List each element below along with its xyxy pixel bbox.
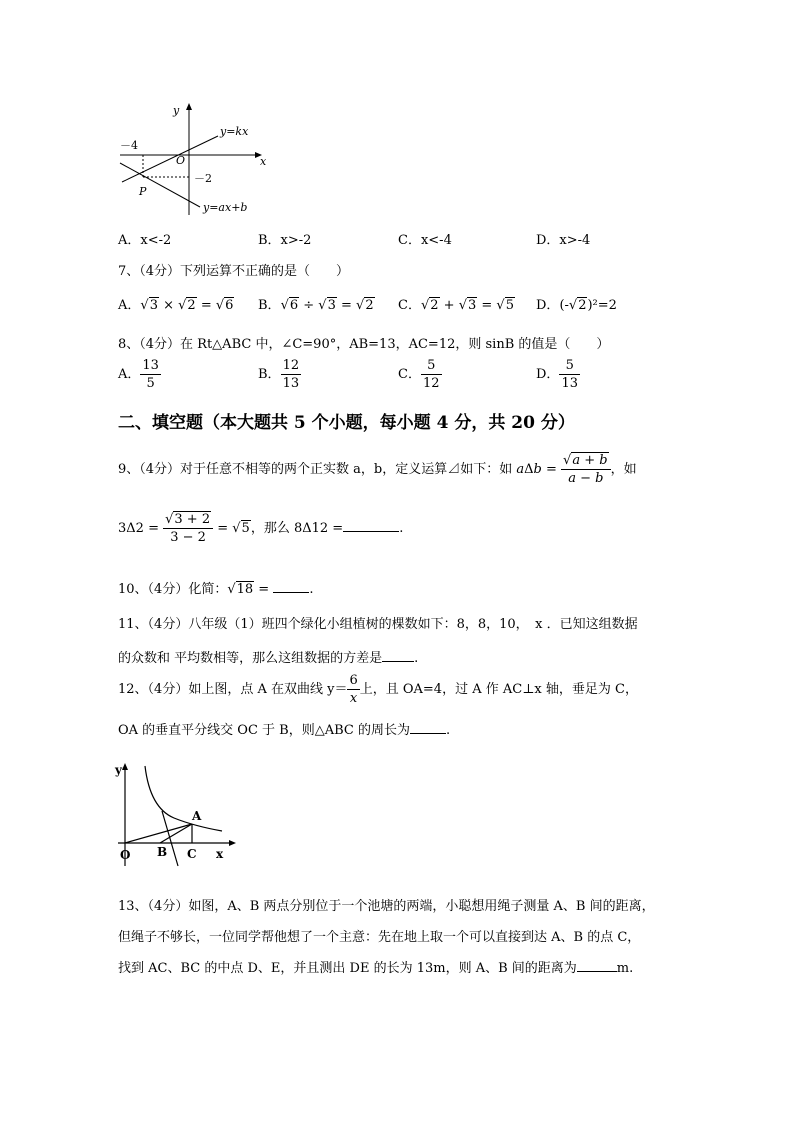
graph1-tick-x: －4 (120, 139, 138, 152)
hyperbola-curve (145, 766, 222, 831)
q7-option-c-label: C． (398, 298, 421, 313)
graph1-y-label: y (173, 104, 180, 117)
graph2-y-axis-arrow (122, 763, 128, 770)
q11-line1: 11、（4分）八年级（1）班四个绿化小组植树的棵数如下：8，8，10， x ．已知这组数据 (118, 617, 638, 632)
q7-option-d-tail: ²=2 (592, 298, 617, 313)
q13-line1: 13、（4分）如图，A、B 两点分别位于一个池塘的两端，小聪想用绳子测量 A、B 间的距离， (118, 899, 655, 914)
graph2-x-label: x (216, 847, 224, 861)
q13-line3 (118, 957, 633, 976)
q12-stem: 12、（4分）如上图，点 A 在双曲线 y＝ (118, 682, 348, 697)
q9-line2: 3Δ2 = $\frac{√3 + 2}{3 - 2}$ = √5，那么 8Δ12 = . (118, 512, 404, 545)
q11-end: . (414, 651, 419, 666)
graph2-x-axis-arrow (229, 840, 236, 846)
q12-hyperbola-fraction: $\frac{6}{x}$ (349, 673, 358, 706)
linear-functions-graph (110, 100, 280, 220)
q9-line1: 9、（4分）对于任意不相等的两个正实数 a，b，定义运算⊿如下：如 aΔb = $\frac{√a + b}{a - b}$ ，如 (118, 453, 637, 486)
q9-line2-tail: ，那么 8Δ12 = (250, 521, 344, 536)
q11-line2-text: 的众数和 平均数相等，那么这组数据的方差是 (118, 651, 383, 666)
q12-line2 (118, 719, 450, 738)
q12-tail: 上，且 OA=4，过 A 作 AC⊥x 轴，垂足为 C， (359, 682, 638, 697)
section-heading-fill-in: 二、填空题（本大题共 5 个小题，每小题 4 分，共 20 分） (118, 413, 575, 433)
q8-option-c-label: C． (398, 367, 421, 382)
graph2-y-label: y (115, 763, 122, 777)
q9-answer-blank[interactable] (343, 531, 399, 532)
q13-line2: 但绳子不够长，一位同学帮他想了一个主意：先在地上取一个可以直接到达 A、B 的点 C， (118, 930, 641, 945)
q7-option-b: B．√6 ÷ √3 = √2 (258, 298, 374, 313)
q7-option-a: A．√3 × √2 = √6 (118, 298, 234, 313)
graph1-line1-label: y=kx (220, 125, 249, 138)
q8-option-a-fraction: $\frac{13}{5}$ (142, 358, 159, 391)
graph2-point-b-label: B (157, 845, 168, 859)
q7-stem: 7、（4分）下列运算不正确的是（ ） (118, 264, 350, 279)
q12-end: . (446, 723, 451, 738)
q7-option-d: D．(-√2)²=2 (536, 298, 617, 313)
q10-line: 10、（4分）化简：√18 = . (118, 582, 314, 597)
q11-line2 (118, 647, 418, 666)
q11-answer-blank[interactable] (382, 661, 414, 662)
q9-tail: ，如 (610, 462, 637, 477)
line-y-ax-b (120, 163, 200, 207)
q8-option-a (118, 357, 161, 392)
q8-option-c (398, 357, 442, 392)
q6-option-c: C．x<-4 (398, 233, 452, 248)
hyperbola-graph (112, 756, 242, 876)
q8-option-d-fraction: $\frac{5}{13}$ (561, 358, 578, 391)
graph1-origin-label: O (176, 154, 186, 167)
q6-option-a: A．x<-2 (118, 233, 172, 248)
q6-option-b: B．x>-2 (258, 233, 312, 248)
graph1-tick-y: －2 (194, 172, 212, 185)
q8-option-b-fraction: $\frac{12}{13}$ (282, 358, 300, 391)
q8-option-a-label: A． (118, 367, 141, 382)
q9-stem: 9、（4分）对于任意不相等的两个正实数 a，b，定义运算⊿如下：如 (118, 462, 513, 477)
graph1-line2-label: y=ax+b (203, 201, 248, 214)
y-axis-arrow (186, 103, 192, 110)
q8-option-d (536, 357, 580, 392)
q9-end: . (399, 521, 404, 536)
q9-definition-fraction: $\frac{√a + b}{a - b}$ (561, 452, 611, 487)
q10-end: . (309, 582, 314, 597)
segment-OA (125, 824, 192, 843)
graph2-origin-label: O (120, 848, 131, 862)
q13-answer-blank[interactable] (577, 971, 617, 972)
q7-option-d-label: D． (536, 298, 560, 313)
q12-answer-blank[interactable] (410, 733, 446, 734)
q10-stem: 10、（4分）化简： (118, 582, 228, 597)
q8-option-b-label: B． (258, 367, 281, 382)
q13-end: m. (616, 961, 634, 976)
segment-AB (160, 824, 192, 843)
graph1-point-label: P (139, 185, 147, 198)
q6-option-d: D．x>-4 (536, 233, 591, 248)
graph1-x-label: x (260, 155, 267, 168)
q7-option-b-label: B． (258, 298, 281, 313)
q13-line3-text: 找到 AC、BC 的中点 D、E，并且测出 DE 的长为 13m，则 A、B 间的距离为 (118, 961, 577, 976)
q8-option-b (258, 357, 301, 392)
q8-stem: 8、（4分）在 Rt△ABC 中，∠C=90°，AB=13，AC=12，则 sinB 的值是（ ） (118, 337, 610, 352)
graph2-point-c-label: C (187, 847, 197, 861)
q7-option-a-label: A． (118, 298, 141, 313)
q8-option-d-label: D． (536, 367, 560, 382)
q9-example-fraction: $\frac{√3 + 2}{3 - 2}$ (163, 511, 213, 546)
q7-option-c: C．√2 + √3 = √5 (398, 298, 514, 313)
graph2-point-a-label: A (192, 809, 202, 823)
q12-line2-text: OA 的垂直平分线交 OC 于 B，则△ABC 的周长为 (118, 723, 410, 738)
q10-answer-blank[interactable] (273, 592, 309, 593)
q12-line1 (118, 672, 638, 707)
q8-option-c-fraction: $\frac{5}{12}$ (422, 358, 440, 391)
